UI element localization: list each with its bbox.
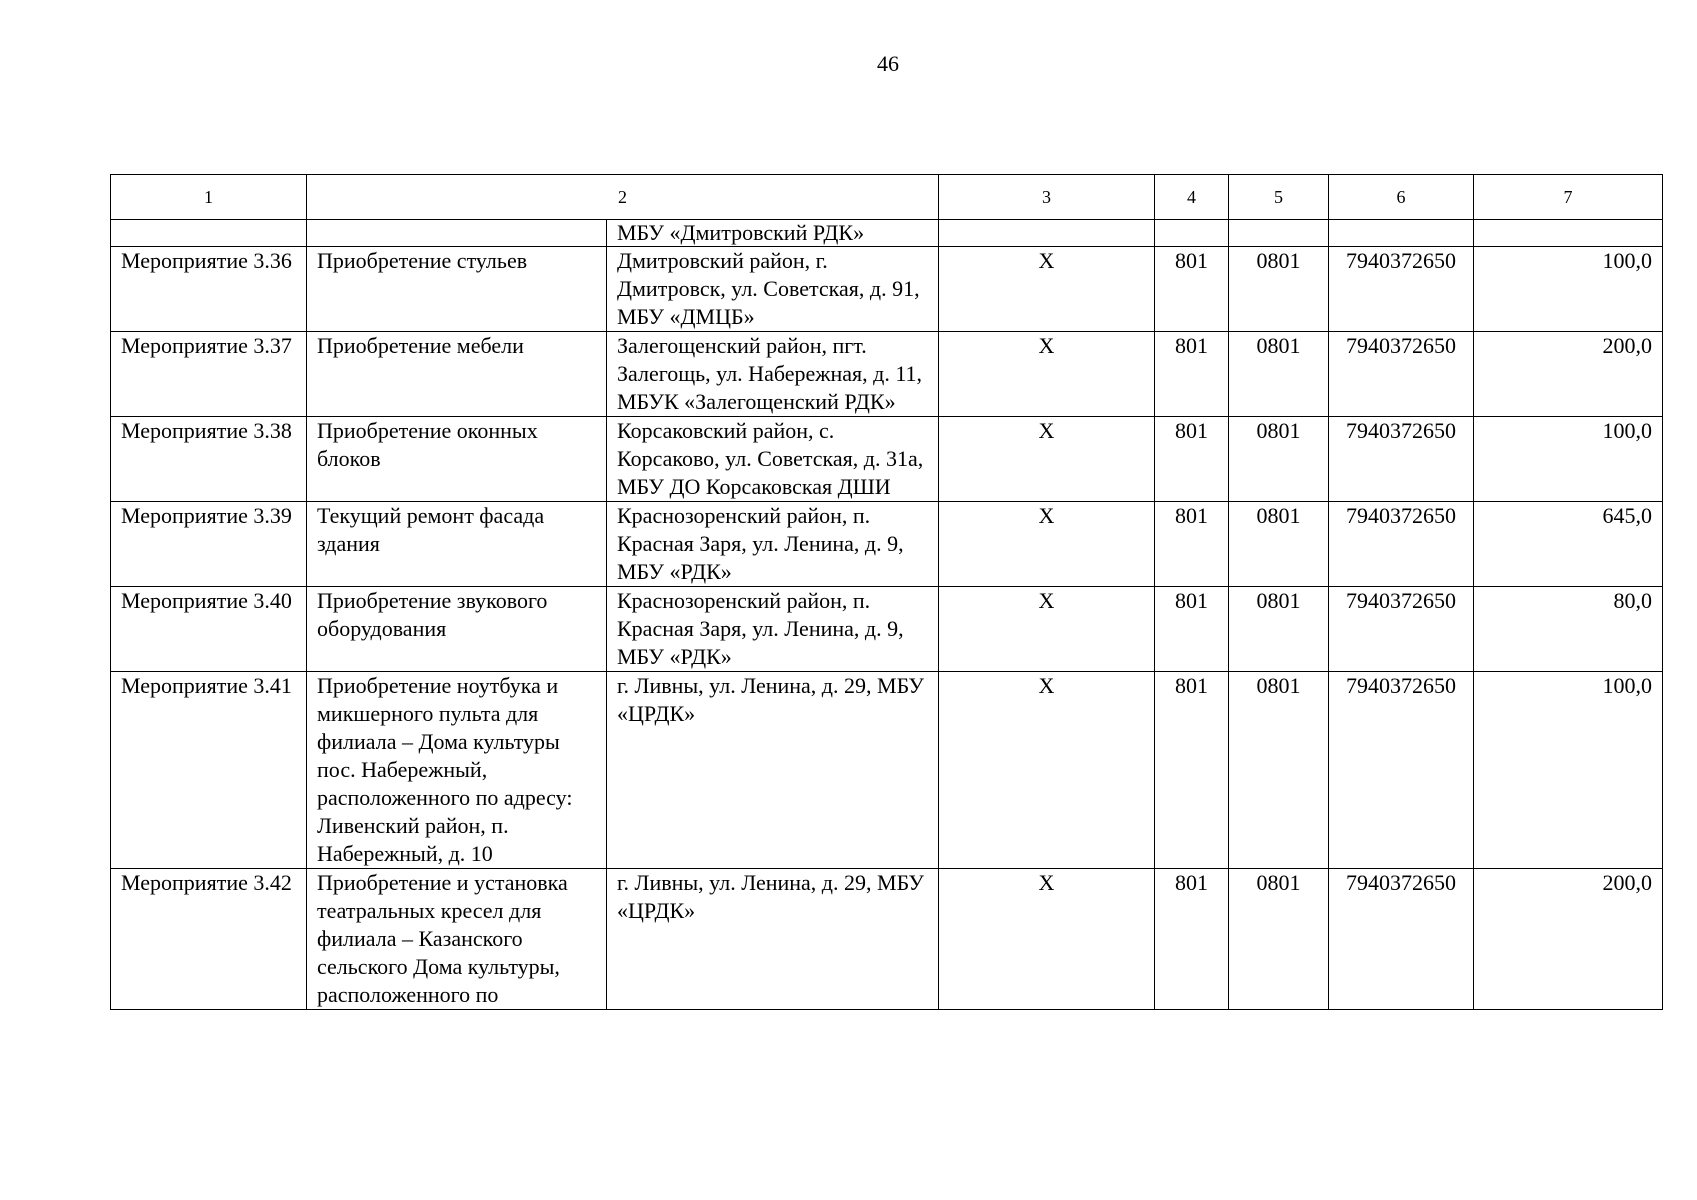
header-cell-5: 5 <box>1229 175 1329 220</box>
cell-name: Текущий ремонт фасада здания <box>307 502 607 587</box>
cell-location: Краснозоренский район, п. Красная Заря, ул. Ленина, д. 9, МБУ «РДК» <box>607 587 939 672</box>
cell-location: Дмитровский район, г. Дмитровск, ул. Советская, д. 91, МБУ «ДМЦБ» <box>607 247 939 332</box>
cell-mark: Х <box>939 869 1155 1010</box>
cell-code5 <box>1229 220 1329 247</box>
cell-location: МБУ «Дмитровский РДК» <box>607 220 939 247</box>
cell-code6 <box>1329 220 1474 247</box>
cell-mark: Х <box>939 247 1155 332</box>
cell-amount: 200,0 <box>1474 332 1663 417</box>
cell-code5: 0801 <box>1229 672 1329 869</box>
cell-name: Приобретение и установка театральных кресел для филиала – Казанского сельского Дома культуры, расположенного по <box>307 869 607 1010</box>
cell-name <box>307 220 607 247</box>
header-cell-6: 6 <box>1329 175 1474 220</box>
cell-mark: Х <box>939 502 1155 587</box>
cell-mark: Х <box>939 672 1155 869</box>
header-cell-3: 3 <box>939 175 1155 220</box>
cell-code5: 0801 <box>1229 587 1329 672</box>
cell-mark <box>939 220 1155 247</box>
cell-name: Приобретение звукового оборудования <box>307 587 607 672</box>
cell-code6: 7940372650 <box>1329 672 1474 869</box>
continuation-row <box>111 220 1663 247</box>
cell-code5: 0801 <box>1229 332 1329 417</box>
cell-id: Мероприятие 3.40 <box>111 587 307 672</box>
cell-code5: 0801 <box>1229 247 1329 332</box>
cell-location: Корсаковский район, с. Корсаково, ул. Советская, д. 31а, МБУ ДО Корсаковская ДШИ <box>607 417 939 502</box>
budget-table <box>110 174 1663 1010</box>
cell-location: Краснозоренский район, п. Красная Заря, ул. Ленина, д. 9, МБУ «РДК» <box>607 502 939 587</box>
cell-amount: 80,0 <box>1474 587 1663 672</box>
cell-code6: 7940372650 <box>1329 332 1474 417</box>
table-row <box>111 332 1663 417</box>
cell-id: Мероприятие 3.39 <box>111 502 307 587</box>
cell-amount <box>1474 220 1663 247</box>
cell-code6: 7940372650 <box>1329 417 1474 502</box>
page-number: 46 <box>877 51 899 76</box>
cell-amount: 645,0 <box>1474 502 1663 587</box>
header-cell-7: 7 <box>1474 175 1663 220</box>
cell-location: г. Ливны, ул. Ленина, д. 29, МБУ «ЦРДК» <box>607 869 939 1010</box>
cell-code4: 801 <box>1155 332 1229 417</box>
cell-id: Мероприятие 3.41 <box>111 672 307 869</box>
header-cell-4: 4 <box>1155 175 1229 220</box>
cell-id: Мероприятие 3.38 <box>111 417 307 502</box>
cell-id <box>111 220 307 247</box>
cell-code4 <box>1155 220 1229 247</box>
cell-amount: 100,0 <box>1474 417 1663 502</box>
cell-id: Мероприятие 3.37 <box>111 332 307 417</box>
cell-mark: Х <box>939 417 1155 502</box>
cell-code4: 801 <box>1155 587 1229 672</box>
table-row <box>111 587 1663 672</box>
cell-name: Приобретение мебели <box>307 332 607 417</box>
cell-name: Приобретение оконных блоков <box>307 417 607 502</box>
table-row <box>111 502 1663 587</box>
header-cell-2: 2 <box>307 175 939 220</box>
header-cell-1: 1 <box>111 175 307 220</box>
cell-code5: 0801 <box>1229 502 1329 587</box>
cell-amount: 100,0 <box>1474 247 1663 332</box>
cell-code5: 0801 <box>1229 869 1329 1010</box>
cell-code4: 801 <box>1155 502 1229 587</box>
cell-code6: 7940372650 <box>1329 247 1474 332</box>
cell-mark: Х <box>939 587 1155 672</box>
cell-code4: 801 <box>1155 672 1229 869</box>
cell-code6: 7940372650 <box>1329 502 1474 587</box>
cell-location: Залегощенский район, пгт. Залегощь, ул. Набережная, д. 11, МБУК «Залегощенский РДК» <box>607 332 939 417</box>
cell-id: Мероприятие 3.42 <box>111 869 307 1010</box>
cell-name: Приобретение ноутбука и микшерного пульта для филиала – Дома культуры пос. Набережный, расположенного по адресу: Ливенский район, п. Набережный, д. 10 <box>307 672 607 869</box>
cell-amount: 200,0 <box>1474 869 1663 1010</box>
table-row <box>111 417 1663 502</box>
cell-code4: 801 <box>1155 417 1229 502</box>
cell-code6: 7940372650 <box>1329 587 1474 672</box>
table-row <box>111 672 1663 869</box>
cell-code6: 7940372650 <box>1329 869 1474 1010</box>
cell-mark: Х <box>939 332 1155 417</box>
cell-amount: 100,0 <box>1474 672 1663 869</box>
table-header-row <box>111 175 1663 220</box>
table-row <box>111 247 1663 332</box>
cell-code5: 0801 <box>1229 417 1329 502</box>
cell-code4: 801 <box>1155 247 1229 332</box>
cell-location: г. Ливны, ул. Ленина, д. 29, МБУ «ЦРДК» <box>607 672 939 869</box>
cell-id: Мероприятие 3.36 <box>111 247 307 332</box>
cell-name: Приобретение стульев <box>307 247 607 332</box>
cell-code4: 801 <box>1155 869 1229 1010</box>
table-row <box>111 869 1663 1010</box>
